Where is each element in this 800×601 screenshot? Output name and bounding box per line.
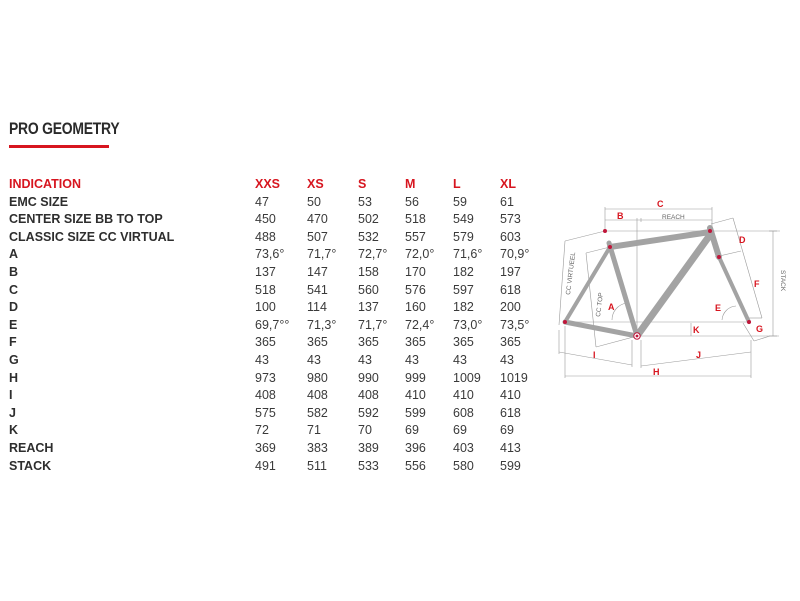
row-value: 599 [500,458,521,473]
row-label: STACK [9,458,52,473]
dim-label-j: J [696,350,702,360]
row-label: G [9,352,19,367]
row-value: 71,6° [453,247,483,262]
row-value: 549 [453,212,474,227]
row-value: 72,7° [358,247,388,262]
cc-virtueel-label: CC VIRTUEEL [565,251,578,296]
row-label: CLASSIC SIZE CC VIRTUAL [9,229,175,244]
header-size: XS [307,177,324,191]
row-value: 608 [453,405,474,420]
row-label: J [9,405,16,420]
row-value: 599 [405,405,426,420]
table-row [9,211,550,229]
row-label: REACH [9,440,54,455]
bike-frame [565,228,749,336]
row-value: 488 [255,229,276,244]
row-label: D [9,300,19,315]
row-value: 72,0° [405,247,435,262]
row-label: I [9,388,13,403]
table-row [9,194,550,212]
table-row [9,370,550,388]
row-value: 43 [255,352,269,367]
row-value: 576 [405,282,426,297]
row-value: 410 [453,388,474,403]
row-value: 365 [453,335,474,350]
row-value: 502 [358,212,379,227]
row-value: 408 [255,388,276,403]
row-value: 980 [307,370,328,385]
row-value: 43 [500,352,514,367]
row-value: 999 [405,370,426,385]
row-value: 70,9° [500,247,530,262]
row-label: K [9,423,19,438]
stack-label: STACK [779,270,786,292]
row-value: 69 [500,423,514,438]
row-value: 556 [405,458,426,473]
row-value: 70 [358,423,372,438]
table-row [9,317,550,335]
row-value: 518 [255,282,276,297]
dim-label-h: H [653,367,660,377]
table-row [9,405,550,423]
table-row [9,334,550,352]
header-indication: INDICATION [9,177,81,191]
row-value: 403 [453,440,474,455]
row-value: 575 [255,405,276,420]
cc-top-label: CC TOP [595,292,605,318]
row-value: 1019 [500,370,528,385]
row-label: EMC SIZE [9,194,69,209]
reach-label: REACH [662,214,685,221]
dim-label-f: F [754,279,760,289]
row-value: 73,0° [453,317,483,332]
row-value: 43 [453,352,467,367]
geometry-table [9,176,550,475]
row-value: 573 [500,212,521,227]
dim-label-e: E [715,303,722,313]
row-value: 990 [358,370,379,385]
dim-label-i: I [593,350,596,360]
row-value: 170 [405,264,426,279]
row-value: 73,5° [500,317,530,332]
row-label: F [9,335,17,350]
row-value: 71,3° [307,317,337,332]
row-value: 603 [500,229,521,244]
table-row [9,229,550,247]
row-value: 507 [307,229,328,244]
row-value: 53 [358,194,372,209]
dim-label-c: C [657,199,664,209]
row-value: 147 [307,264,328,279]
row-value: 532 [358,229,379,244]
row-value: 69 [405,423,419,438]
table-row [9,299,550,317]
row-value: 383 [307,440,328,455]
table-row [9,282,550,300]
row-value: 408 [307,388,328,403]
row-value: 579 [453,229,474,244]
row-value: 518 [405,212,426,227]
table-row [9,440,550,458]
dim-label-g: G [756,324,764,334]
page-title: PRO GEOMETRY [9,119,120,138]
frame-geometry-diagram [555,190,795,390]
row-value: 182 [453,264,474,279]
row-label: A [9,247,19,262]
row-value: 72 [255,423,269,438]
row-value: 137 [255,264,276,279]
row-value: 71,7° [307,247,337,262]
table-row [9,264,550,282]
row-label: H [9,370,19,385]
row-value: 470 [307,212,328,227]
row-value: 582 [307,405,328,420]
row-value: 365 [405,335,426,350]
row-value: 43 [405,352,419,367]
row-value: 410 [405,388,426,403]
row-value: 158 [358,264,379,279]
row-value: 511 [307,458,327,473]
row-value: 50 [307,194,321,209]
dim-label-a: A [608,302,615,312]
row-value: 43 [307,352,321,367]
row-label: C [9,282,19,297]
row-value: 56 [405,194,419,209]
row-value: 137 [358,300,379,315]
row-value: 200 [500,300,521,315]
row-label: B [9,264,19,279]
dim-label-d: D [739,235,746,245]
row-value: 61 [500,194,514,209]
row-label: E [9,317,18,332]
row-value: 43 [358,352,372,367]
header-size: XXS [255,177,281,191]
row-value: 197 [500,264,521,279]
row-value: 365 [307,335,328,350]
row-value: 557 [405,229,426,244]
row-value: 541 [307,282,328,297]
table-row [9,422,550,440]
row-value: 369 [255,440,276,455]
row-value: 396 [405,440,426,455]
row-value: 59 [453,194,467,209]
frame-points [563,229,751,339]
row-value: 413 [500,440,521,455]
table-row [9,387,550,405]
row-value: 491 [255,458,276,473]
row-value: 597 [453,282,474,297]
header-size: L [453,177,461,191]
row-value: 73,6° [255,247,285,262]
dim-label-b: B [617,211,624,221]
row-value: 580 [453,458,474,473]
row-value: 365 [500,335,521,350]
row-value: 69,7°° [255,317,290,332]
table-row [9,352,550,370]
row-value: 533 [358,458,379,473]
title-underline [9,145,109,148]
row-value: 160 [405,300,426,315]
header-size: S [358,177,367,191]
row-value: 365 [255,335,276,350]
row-value: 592 [358,405,379,420]
row-value: 389 [358,440,379,455]
header-size: M [405,177,416,191]
row-value: 973 [255,370,276,385]
row-value: 410 [500,388,521,403]
row-value: 408 [358,388,379,403]
row-value: 618 [500,405,521,420]
header-size: XL [500,177,516,191]
row-value: 365 [358,335,379,350]
row-value: 47 [255,194,269,209]
row-value: 450 [255,212,276,227]
row-value: 72,4° [405,317,435,332]
table-row [9,458,550,476]
row-value: 71,7° [358,317,388,332]
row-value: 182 [453,300,474,315]
row-value: 69 [453,423,467,438]
row-value: 618 [500,282,521,297]
row-value: 560 [358,282,379,297]
row-value: 114 [307,300,327,315]
row-label: CENTER SIZE BB TO TOP [9,212,163,227]
row-value: 1009 [453,370,481,385]
row-value: 100 [255,300,276,315]
table-row [9,246,550,264]
dim-label-k: K [693,325,700,335]
row-value: 71 [307,423,321,438]
table-header-row [9,176,550,194]
